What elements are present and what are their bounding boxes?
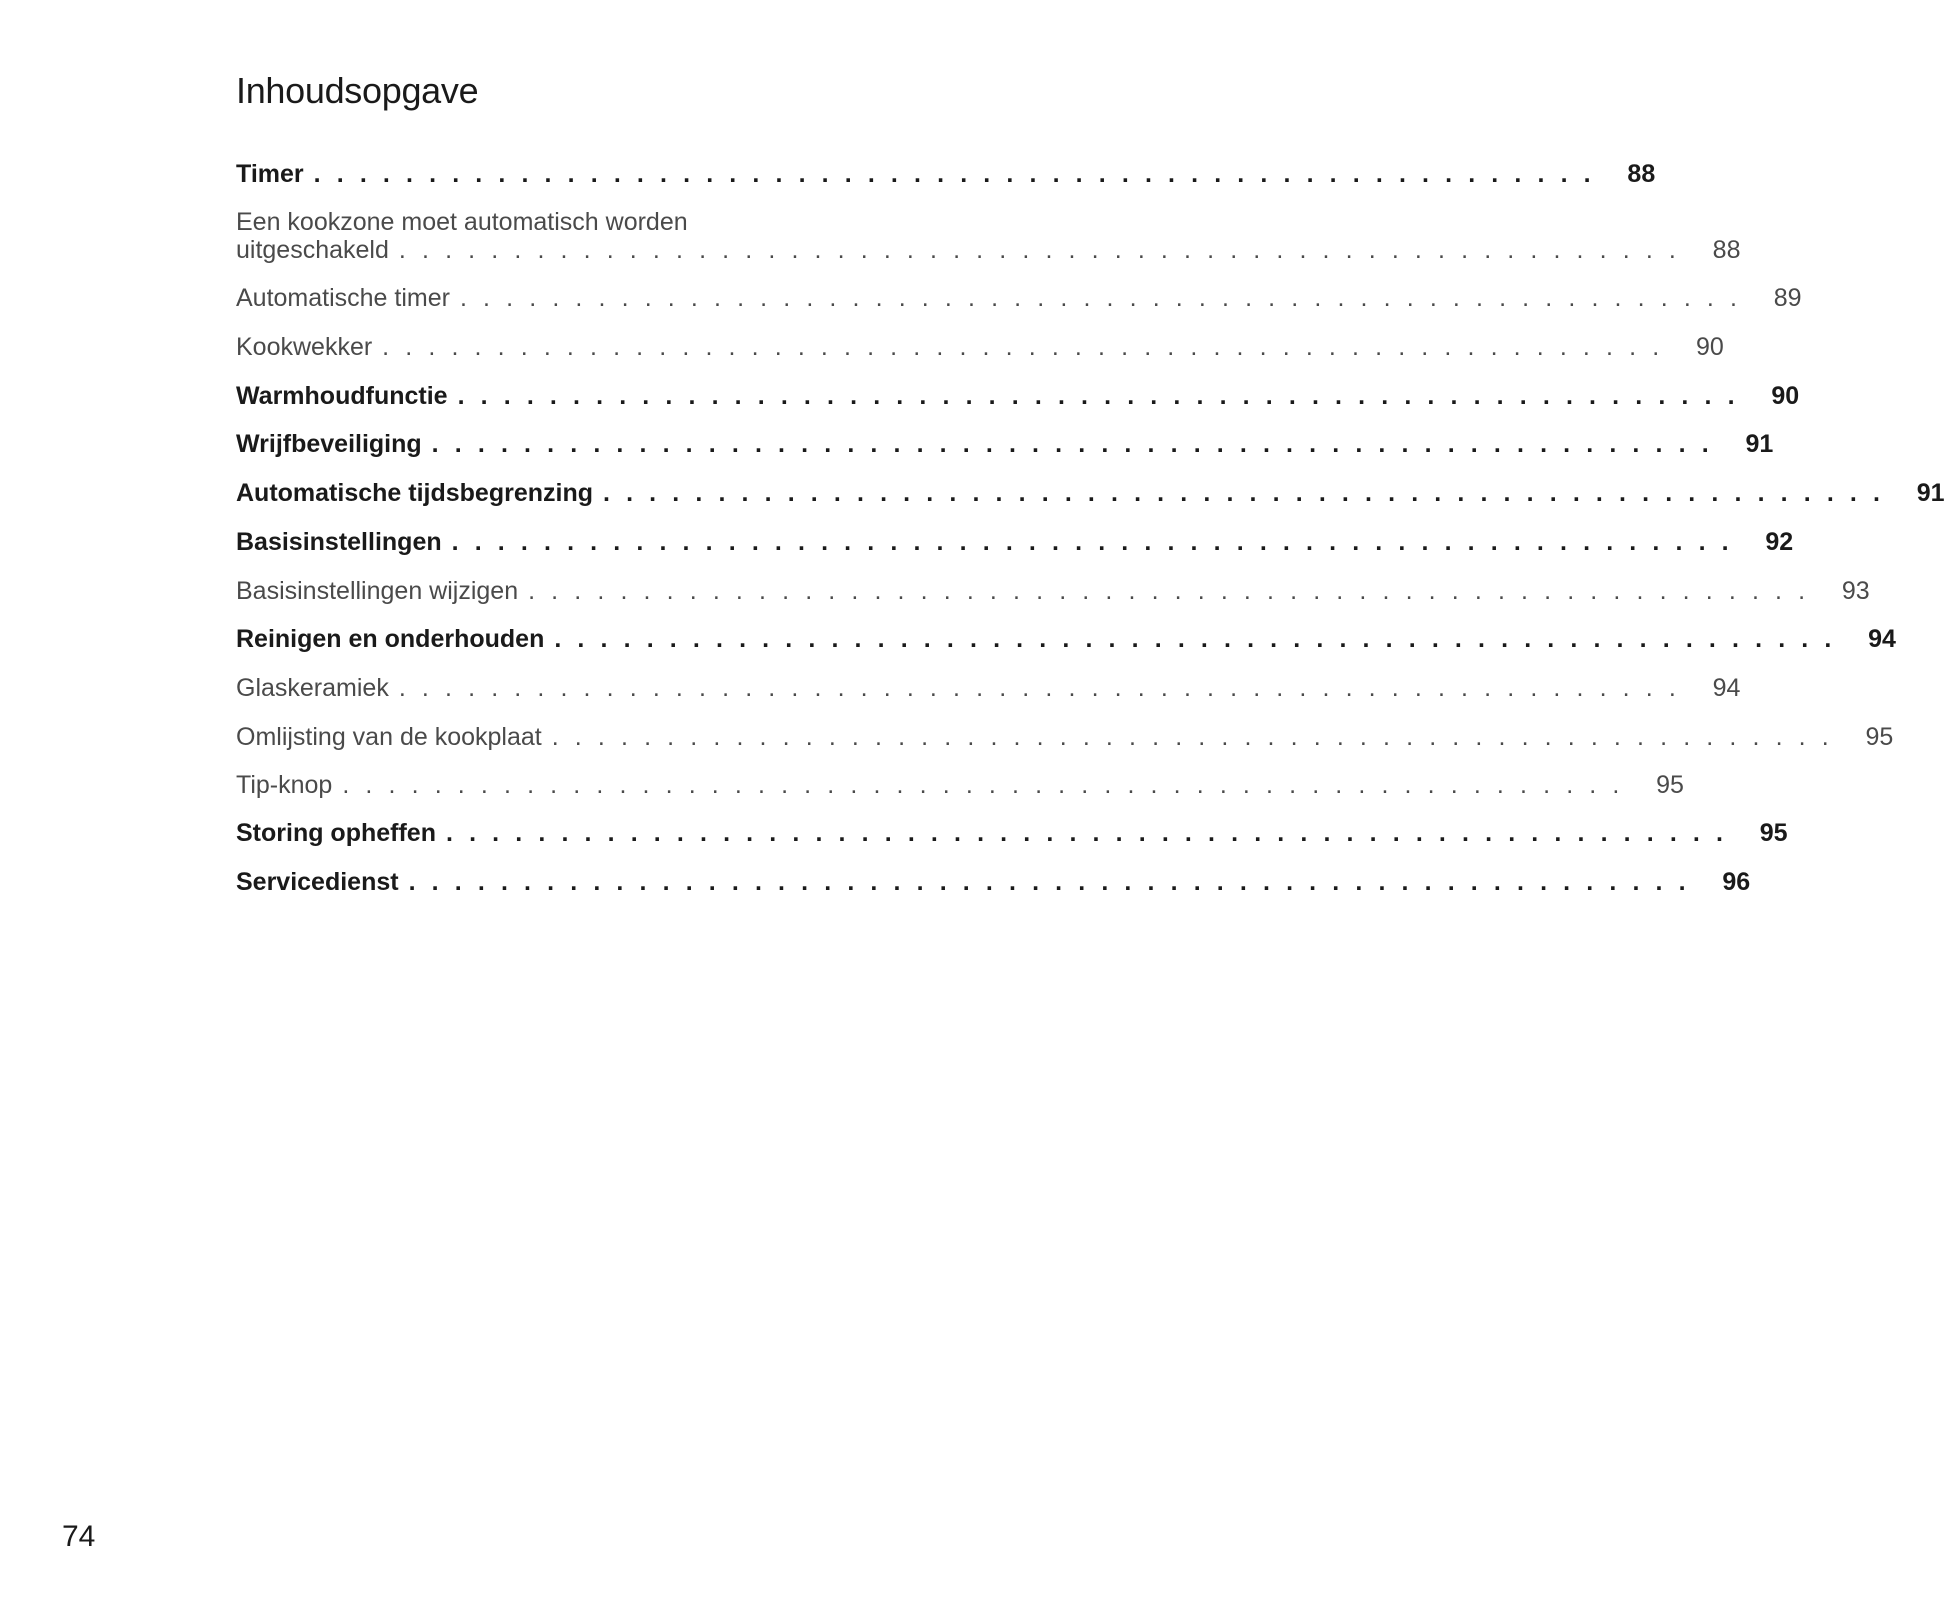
toc-entry-page: 88 bbox=[1627, 160, 1656, 188]
toc-entry-label: Reinigen en onderhouden bbox=[236, 625, 545, 653]
toc-entry-label: Tip-knop bbox=[236, 771, 333, 799]
toc-entry[interactable] bbox=[236, 868, 1751, 896]
toc-entry-label: Timer bbox=[236, 160, 304, 188]
toc-entry-label: Glaskeramiek bbox=[236, 674, 389, 702]
toc-entry[interactable] bbox=[236, 625, 1896, 653]
page-title: Inhoudsopgave bbox=[236, 70, 479, 111]
toc-entry-page: 93 bbox=[1841, 577, 1870, 605]
toc-entry[interactable] bbox=[236, 430, 1774, 458]
toc-entry-label: Wrijfbeveiliging bbox=[236, 430, 422, 458]
toc-entry-page: 95 bbox=[1865, 723, 1894, 751]
toc-leader-dots: . . . . . . . . . . . . . . . . . . . . . . . . . . . . . . . . . . . . . . . . . . . . . . . . . . . . . . . . bbox=[459, 284, 1742, 312]
toc-entry-label: Basisinstellingen wijzigen bbox=[236, 577, 519, 605]
toc-entry[interactable] bbox=[236, 208, 1741, 264]
toc-leader-dots: . . . . . . . . . . . . . . . . . . . . . . . . . . . . . . . . . . . . . . . . . . . . . . . . . . . . . . . . bbox=[398, 236, 1681, 264]
toc-leader-dots: . . . . . . . . . . . . . . . . . . . . . . . . . . . . . . . . . . . . . . . . . . . . . . . . . . . . . . . . bbox=[554, 625, 1836, 653]
toc-entry[interactable] bbox=[236, 160, 1656, 188]
toc-entry-page: 91 bbox=[1916, 479, 1945, 507]
toc-entry-page: 94 bbox=[1868, 625, 1896, 653]
toc-leader-dots: . . . . . . . . . . . . . . . . . . . . . . . . . . . . . . . . . . . . . . . . . . . . . . . . . . . . . . . . bbox=[342, 771, 1624, 799]
toc-leader-dots: . . . . . . . . . . . . . . . . . . . . . . . . . . . . . . . . . . . . . . . . . . . . . . . . . . . . . . . . bbox=[431, 430, 1714, 458]
toc-leader-dots: . . . . . . . . . . . . . . . . . . . . . . . . . . . . . . . . . . . . . . . . . . . . . . . . . . . . . . . . bbox=[528, 577, 1810, 605]
toc-leader-dots: . . . . . . . . . . . . . . . . . . . . . . . . . . . . . . . . . . . . . . . . . . . . . . . . . . . . . . . . bbox=[451, 528, 1734, 556]
toc-entry-page: 95 bbox=[1656, 771, 1684, 799]
toc-entry[interactable] bbox=[236, 577, 1870, 605]
toc-entry-label: Servicedienst bbox=[236, 868, 399, 896]
toc-entry[interactable] bbox=[236, 674, 1741, 702]
toc-entry[interactable] bbox=[236, 528, 1794, 556]
toc-entry-page: 91 bbox=[1745, 430, 1774, 458]
toc-entry-label: Basisinstellingen bbox=[236, 528, 442, 556]
toc-entry[interactable] bbox=[236, 771, 1684, 799]
toc-leader-dots: . . . . . . . . . . . . . . . . . . . . . . . . . . . . . . . . . . . . . . . . . . . . . . . . . . . . . . . . bbox=[445, 819, 1728, 847]
toc-leader-dots: . . . . . . . . . . . . . . . . . . . . . . . . . . . . . . . . . . . . . . . . . . . . . . . . . . . . . . . . bbox=[313, 160, 1596, 188]
toc-entry-page: 88 bbox=[1712, 236, 1741, 264]
toc-entry[interactable] bbox=[236, 284, 1802, 312]
toc-leader-dots: . . . . . . . . . . . . . . . . . . . . . . . . . . . . . . . . . . . . . . . . . . . . . . . . . . . . . . . . bbox=[408, 868, 1691, 896]
toc-entry-label: uitgeschakeld bbox=[236, 236, 389, 264]
toc-leader-dots: . . . . . . . . . . . . . . . . . . . . . . . . . . . . . . . . . . . . . . . . . . . . . . . . . . . . . . . . bbox=[398, 674, 1681, 702]
toc-entry-page: 96 bbox=[1722, 868, 1751, 896]
toc-entry-page: 94 bbox=[1712, 674, 1741, 702]
toc-entry[interactable] bbox=[236, 479, 1945, 507]
toc-entry[interactable] bbox=[236, 819, 1788, 847]
toc-leader-dots: . . . . . . . . . . . . . . . . . . . . . . . . . . . . . . . . . . . . . . . . . . . . . . . . . . . . . . . . bbox=[602, 479, 1885, 507]
page-number: 74 bbox=[62, 1520, 96, 1553]
toc-entry-label: Automatische timer bbox=[236, 284, 450, 312]
toc-entry-page: 92 bbox=[1765, 528, 1794, 556]
toc-entry[interactable] bbox=[236, 382, 1800, 410]
toc-entry-label: Omlijsting van de kookplaat bbox=[236, 723, 542, 751]
toc-entry-label: Storing opheffen bbox=[236, 819, 436, 847]
toc-entry-label: Kookwekker bbox=[236, 333, 373, 361]
toc-entry-label: Warmhoudfunctie bbox=[236, 382, 448, 410]
toc-leader-dots: . . . . . . . . . . . . . . . . . . . . . . . . . . . . . . . . . . . . . . . . . . . . . . . . . . . . . . . . bbox=[551, 723, 1834, 751]
toc-entry-label-line: Een kookzone moet automatisch worden bbox=[236, 208, 688, 236]
toc-entry[interactable] bbox=[236, 723, 1894, 751]
toc-entry-page: 90 bbox=[1771, 382, 1800, 410]
toc-entry-page: 90 bbox=[1695, 333, 1724, 361]
toc-leader-dots: . . . . . . . . . . . . . . . . . . . . . . . . . . . . . . . . . . . . . . . . . . . . . . . . . . . . . . . . bbox=[457, 382, 1740, 410]
toc-leader-dots: . . . . . . . . . . . . . . . . . . . . . . . . . . . . . . . . . . . . . . . . . . . . . . . . . . . . . . . . bbox=[382, 333, 1664, 361]
toc-entry-page: 95 bbox=[1759, 819, 1788, 847]
toc-entry-label: Automatische tijdsbegrenzing bbox=[236, 479, 593, 507]
toc-entry-page: 89 bbox=[1773, 284, 1802, 312]
toc-entry[interactable] bbox=[236, 333, 1724, 361]
